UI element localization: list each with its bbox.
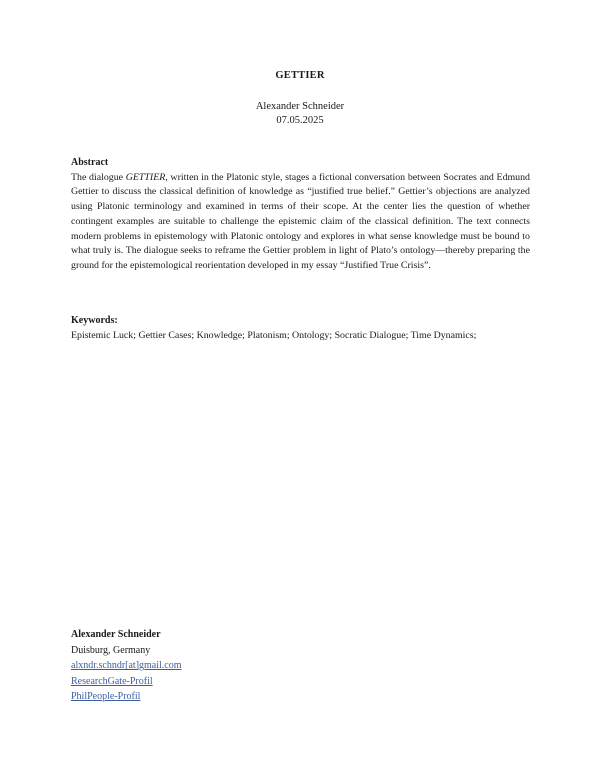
author-name: Alexander Schneider bbox=[255, 101, 345, 112]
keywords-section bbox=[71, 314, 541, 343]
abstract-text: , written in the Platonic style, stages a fictional conversation between Socrates and Edmund Gettier to discuss the classical definition of knowledge as “justified true belief.” Gettier’s objections are analyzed using Platonic terminology and examined in terms of their scope. At the center lies the question of whether contingent examples are suitable to challenge the epistemic claim of the classical definition. The text connects modern problems in epistemology with Platonic ontology and explores in what sense knowledge must be bound to what truly is. The dialogue seeks to reframe the Gettier problem in light of Plato’s ontology—thereby preparing the ground for the epistemological reorientation developed in my essay “Justified True Crisis”. bbox=[71, 171, 530, 271]
contact-location: Duisburg, Germany bbox=[71, 644, 151, 656]
paper-title: GETTIER bbox=[275, 70, 325, 81]
abstract-body bbox=[71, 171, 530, 274]
keywords-list: Epistemic Luck; Gettier Cases; Knowledge; Platonism; Ontology; Socratic Dialogue; Time Dynamics; bbox=[71, 329, 477, 341]
abstract-italic-title: GETTIER bbox=[125, 171, 166, 183]
contact-name: Alexander Schneider bbox=[71, 629, 161, 640]
keywords-heading: Keywords: bbox=[71, 315, 118, 326]
contact-block bbox=[71, 627, 371, 705]
philpeople-link[interactable]: PhilPeople-Profil bbox=[71, 691, 141, 702]
publication-date: 07.05.2025 bbox=[276, 115, 324, 126]
email-link[interactable]: alxndr.schndr[at]gmail.com bbox=[71, 660, 182, 671]
abstract-section bbox=[71, 156, 530, 274]
researchgate-link[interactable]: ResearchGate-Profil bbox=[71, 675, 153, 687]
abstract-intro: The dialogue bbox=[71, 171, 126, 183]
abstract-heading: Abstract bbox=[71, 157, 109, 168]
